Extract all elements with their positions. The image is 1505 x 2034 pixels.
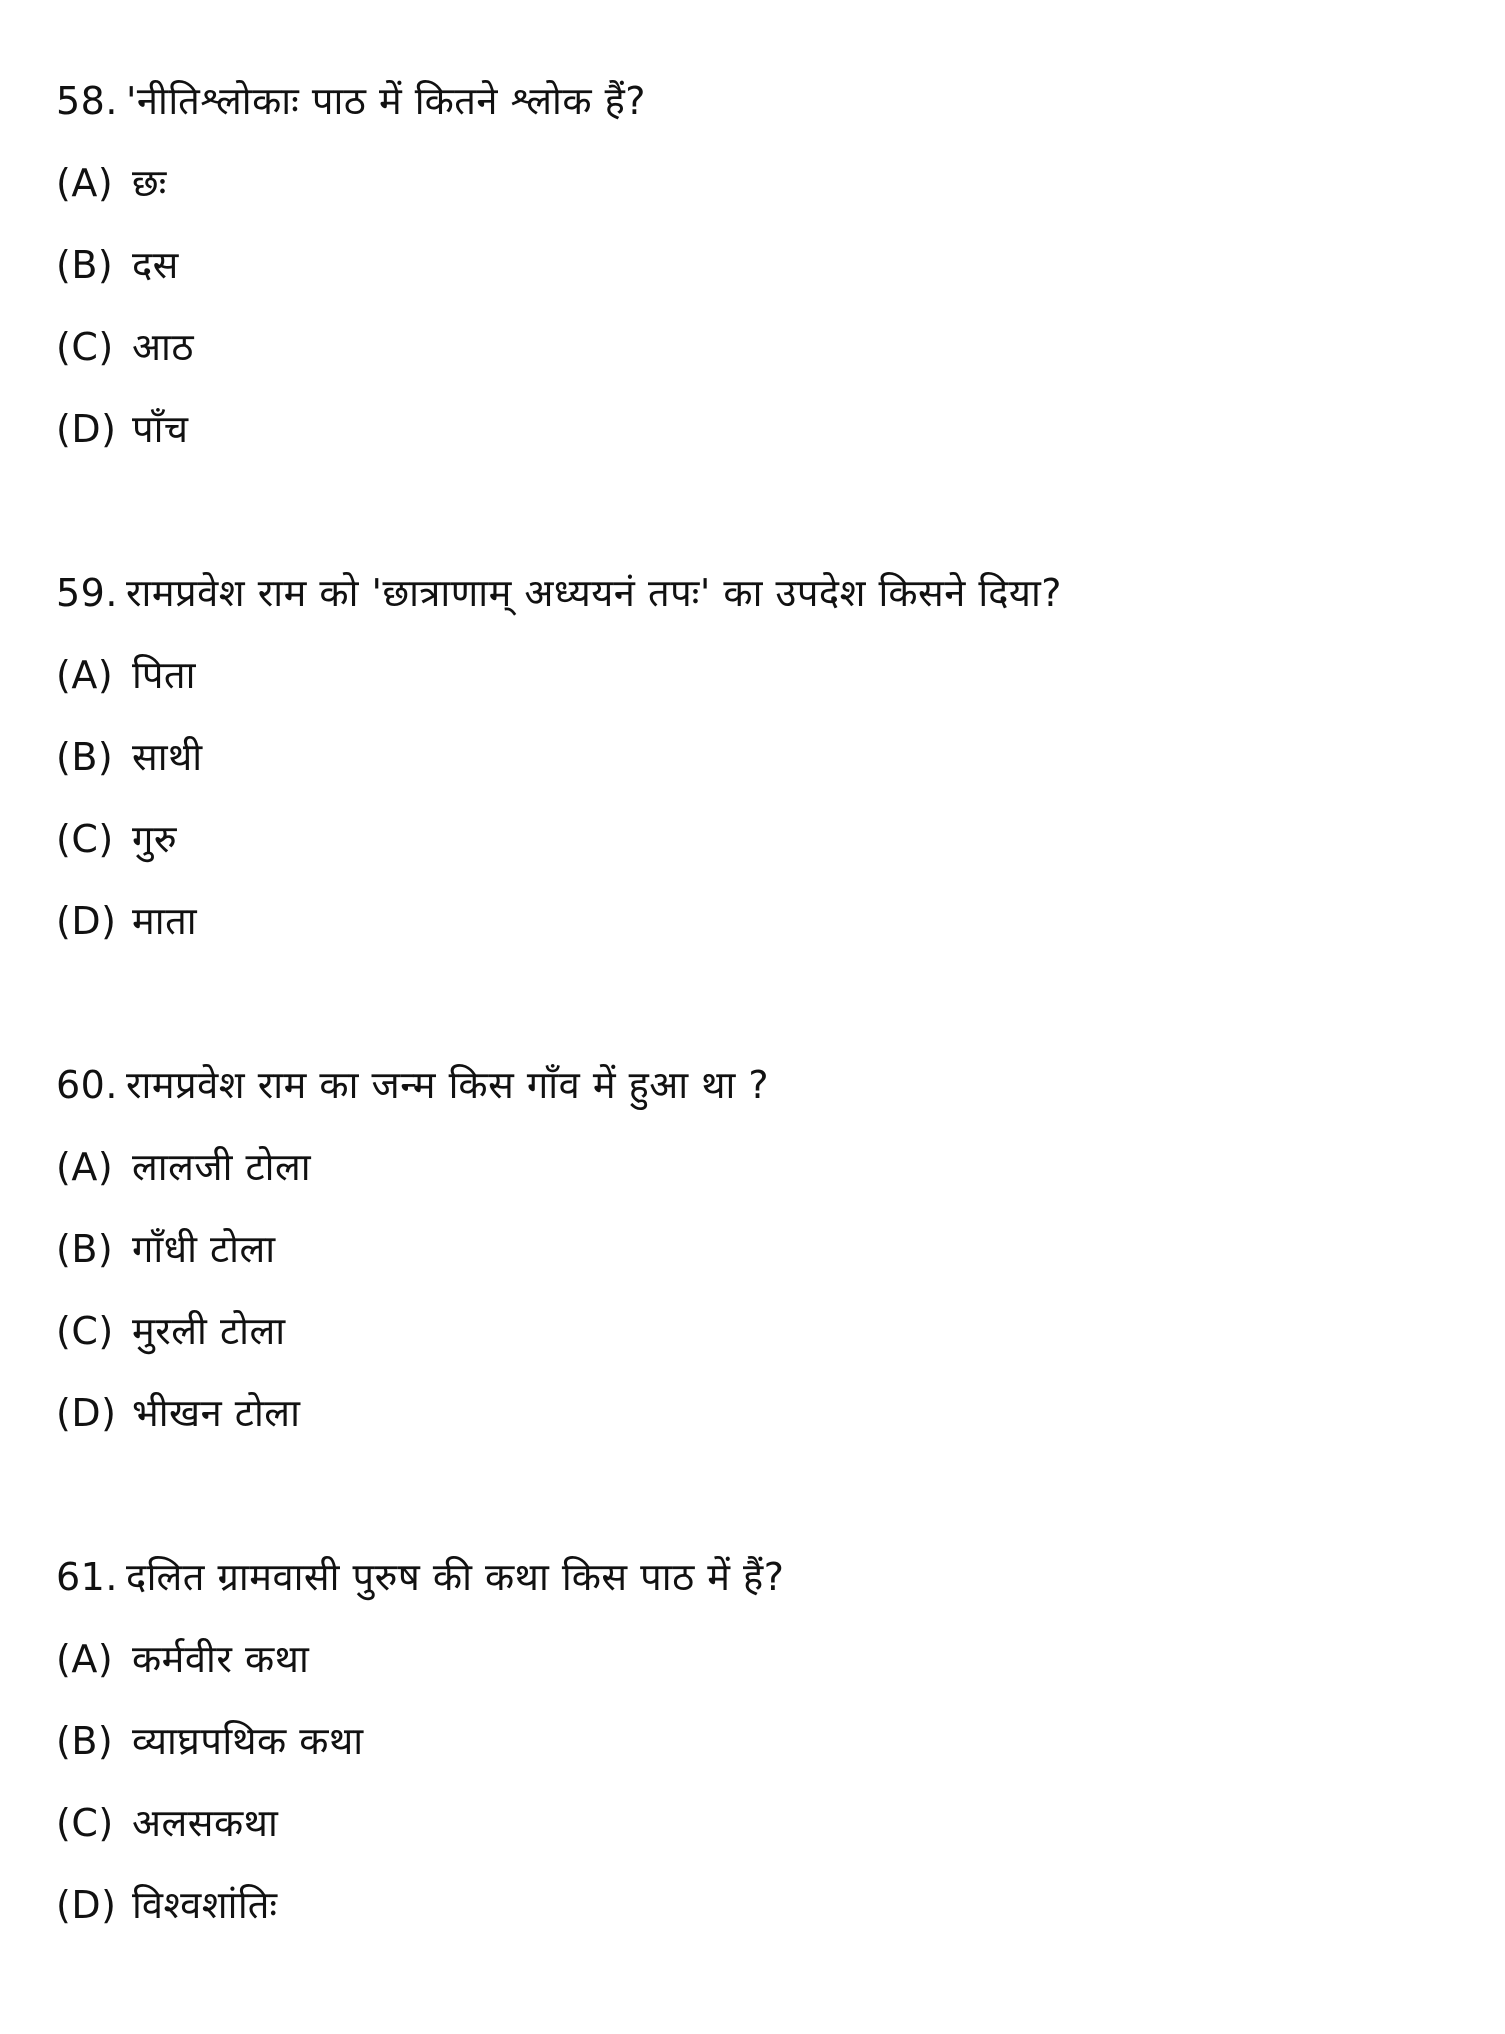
option-text: कर्मवीर कथा xyxy=(132,1637,310,1681)
question-number: 58. xyxy=(56,79,118,123)
option-text: आठ xyxy=(132,325,194,369)
option-label: (A) xyxy=(56,1145,114,1189)
option-label: (B) xyxy=(56,735,114,779)
option-label: (C) xyxy=(56,817,114,861)
option-text: अलसकथा xyxy=(132,1801,279,1845)
option-text: दस xyxy=(132,243,179,287)
question-number: 61. xyxy=(56,1555,118,1599)
question-59 xyxy=(56,552,1465,962)
option-text: गाँधी टोला xyxy=(132,1227,276,1271)
option-label: (A) xyxy=(56,653,114,697)
question-61 xyxy=(56,1536,1465,1946)
option-b xyxy=(56,224,1465,306)
option-label: (D) xyxy=(56,899,117,943)
option-d xyxy=(56,388,1465,470)
option-d xyxy=(56,880,1465,962)
option-text: पिता xyxy=(132,653,196,697)
option-label: (A) xyxy=(56,1637,114,1681)
option-text: माता xyxy=(132,899,198,943)
option-text: पाँच xyxy=(132,407,189,451)
option-a xyxy=(56,142,1465,224)
option-c xyxy=(56,1290,1465,1372)
option-a xyxy=(56,634,1465,716)
question-number: 59. xyxy=(56,571,118,615)
option-label: (B) xyxy=(56,1227,114,1271)
option-label: (A) xyxy=(56,161,114,205)
option-label: (D) xyxy=(56,1883,117,1927)
question-body: दलित ग्रामवासी पुरुष की कथा किस पाठ में हैं? xyxy=(125,1555,785,1599)
option-b xyxy=(56,1700,1465,1782)
option-c xyxy=(56,798,1465,880)
question-number: 60. xyxy=(56,1063,118,1107)
question-60 xyxy=(56,1044,1465,1454)
option-a xyxy=(56,1126,1465,1208)
question-text xyxy=(56,60,1465,142)
option-c xyxy=(56,1782,1465,1864)
option-label: (C) xyxy=(56,1309,114,1353)
option-d xyxy=(56,1372,1465,1454)
option-text: मुरली टोला xyxy=(132,1309,286,1353)
option-text: विश्वशांतिः xyxy=(132,1883,278,1927)
question-body: रामप्रवेश राम का जन्म किस गाँव में हुआ था ? xyxy=(125,1063,770,1107)
question-body: 'नीतिश्लोकाः पाठ में कितने श्लोक हैं? xyxy=(125,79,646,123)
option-d xyxy=(56,1864,1465,1946)
option-label: (B) xyxy=(56,243,114,287)
option-text: लालजी टोला xyxy=(132,1145,312,1189)
option-text: व्याघ्रपथिक कथा xyxy=(132,1719,364,1763)
option-label: (C) xyxy=(56,325,114,369)
option-label: (C) xyxy=(56,1801,114,1845)
question-text xyxy=(56,552,1465,634)
question-text xyxy=(56,1044,1465,1126)
question-body: रामप्रवेश राम को 'छात्राणाम् अध्ययनं तपः' का उपदेश किसने दिया? xyxy=(125,571,1062,615)
option-label: (D) xyxy=(56,407,117,451)
option-text: छः xyxy=(132,161,167,205)
option-text: भीखन टोला xyxy=(132,1391,301,1435)
option-b xyxy=(56,716,1465,798)
option-label: (D) xyxy=(56,1391,117,1435)
option-text: साथी xyxy=(132,735,203,779)
question-58 xyxy=(56,60,1465,470)
question-text xyxy=(56,1536,1465,1618)
option-a xyxy=(56,1618,1465,1700)
option-c xyxy=(56,306,1465,388)
option-b xyxy=(56,1208,1465,1290)
option-label: (B) xyxy=(56,1719,114,1763)
option-text: गुरु xyxy=(132,817,178,861)
